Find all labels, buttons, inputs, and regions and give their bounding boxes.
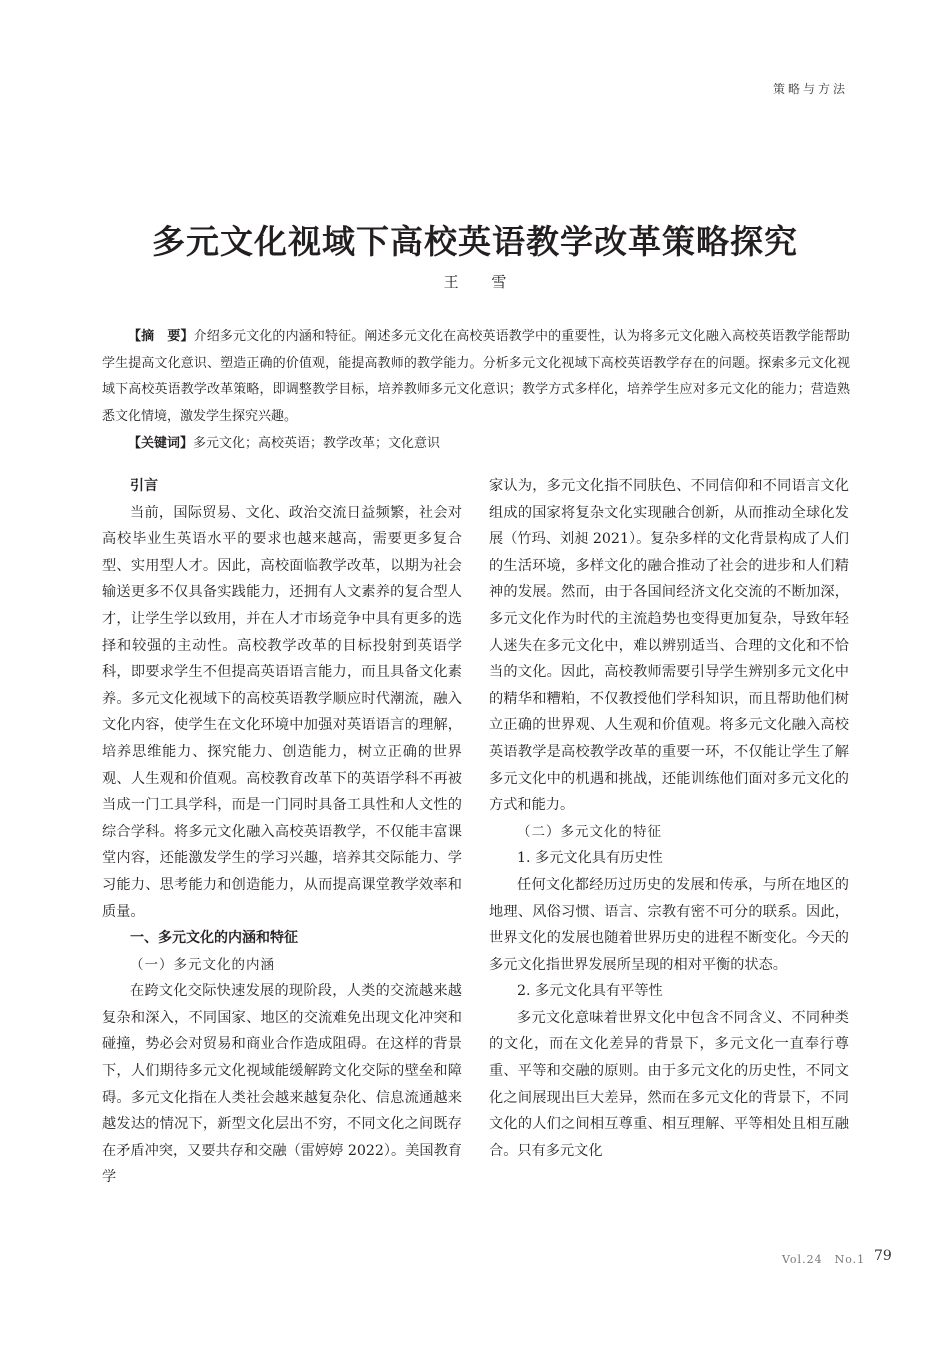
author-name: 王 雪 (443, 273, 521, 291)
keywords (102, 431, 850, 458)
item2-paragraph: 多元文化意味着世界文化中包含不同含义、不同种类的文化，而在文化差异的背景下，多元文化一直奉行尊重、平等和交融的原则。由于多元文化的历史性，不同文化之间展现出巨大差异，然而在多元文化的背景下，不同文化的人们之间相互尊重、相互理解、平等相处且相互融合。只有多元文化 (489, 1009, 849, 1159)
subsection1-paragraph: 在跨文化交际快速发展的现阶段，人类的交流越来越复杂和深入，不同国家、地区的交流难免出现文化冲突和碰撞，势必会对贸易和商业合作造成阻碍。在这样的背景下，人们期待多元文化视域能缓解跨文化交际的壁垒和障碍。多元文化指在人类社会越来越复杂化、信息流通越来越发达的情况下，新型文化层出不穷，不同文化之间既存在矛盾冲突，又要共存和交融（雷婷婷 2022）。美国教育学 (102, 983, 462, 1186)
keywords-text: 多元文化；高校英语；教学改革；文化意识 (193, 436, 441, 451)
section1-heading: 一、多元文化的内涵和特征 (130, 930, 298, 947)
subsection2-heading: （二）多元文化的特征 (517, 823, 662, 840)
continued-paragraph: 家认为，多元文化指不同肤色、不同信仰和不同语言文化组成的国家将复杂文化实现融合创新，从而推动全球化发展（竹玛、刘昶 2021）。复杂多样的文化背景构成了人们的生活环境，多样文化的融合推动了社会的进步和人们精神的发展。然而，由于各国间经济文化交流的不断加深，多元文化作为时代的主流趋势也变得更加复杂，导致年轻人迷失在多元文化中，难以辨别适当、合理的文化和不恰当的文化。因此，高校教师需要引导学生辨别多元文化中的精华和糟粕，不仅教授他们学科知识，而且帮助他们树立正确的世界观、人生观和价值观。将多元文化融入高校英语教学是高校教学改革的重要一环，不仅能让学生了解多元文化中的机遇和挑战，还能训练他们面对多元文化的方式和能力。 (489, 478, 849, 814)
keywords-label: 【关键词】 (128, 436, 194, 451)
article-title: 多元文化视域下高校英语教学改革策略探究 (152, 222, 798, 261)
abstract (102, 324, 850, 430)
running-head: 策略与方法 (772, 82, 848, 96)
right-column (489, 473, 849, 1164)
subsection1-heading: （一）多元文化的内涵 (130, 956, 275, 973)
item1-heading: 1. 多元文化具有历史性 (517, 850, 663, 867)
intro-paragraph: 当前，国际贸易、文化、政治交流日益频繁，社会对高校毕业生英语水平的要求也越来越高，需要更多复合型、实用型人才。因此，高校面临教学改革，以期为社会输送更多不仅具备实践能力，还拥有人文素养的复合型人才，让学生学以致用，并在人才市场竞争中具有更多的选择和较强的主动性。高校教学改革的目标投射到英语学科，即要求学生不但提高英语语言能力，而且具备文化素养。多元文化视域下的高校英语教学顺应时代潮流，融入文化内容，使学生在文化环境中加强对英语语言的理解，培养思维能力、探究能力、创造能力，树立正确的世界观、人生观和价值观。高校教育改革下的英语学科不再被当成一门工具学科，而是一门同时具备工具性和人文性的综合学科。将多元文化融入高校英语教学，不仅能丰富课堂内容，还能激发学生的学习兴趣，培养其交际能力、学习能力、思考能力和创造能力，从而提高课堂教学效率和质量。 (102, 504, 462, 920)
intro-heading: 引言 (130, 478, 158, 494)
left-column (102, 473, 462, 1191)
item1-paragraph: 任何文化都经历过历史的发展和传承，与所在地区的地理、风俗习惯、语言、宗教有密不可分的联系。因此，世界文化的发展也随着世界历史的进程不断变化。今天的多元文化指世界发展所呈现的相对平衡的状态。 (489, 876, 849, 973)
abstract-text: 介绍多元文化的内涵和特征。阐述多元文化在高校英语教学中的重要性，认为将多元文化融入高校英语教学能帮助学生提高文化意识、塑造正确的价值观，能提高教师的教学能力。分析多元文化视域下高校英语教学存在的问题。探索多元文化视域下高校英语教学改革策略，即调整教学目标，培养教师多元文化意识；教学方式多样化，培养学生应对多元文化的能力；营造熟悉文化情境，激发学生探究兴趣。 (102, 329, 850, 424)
volume-issue: Vol.24 No.1 (782, 1253, 866, 1266)
item2-heading: 2. 多元文化具有平等性 (517, 983, 663, 1000)
abstract-label: 【摘 要】 (128, 329, 194, 344)
page-number: 79 (874, 1248, 892, 1264)
